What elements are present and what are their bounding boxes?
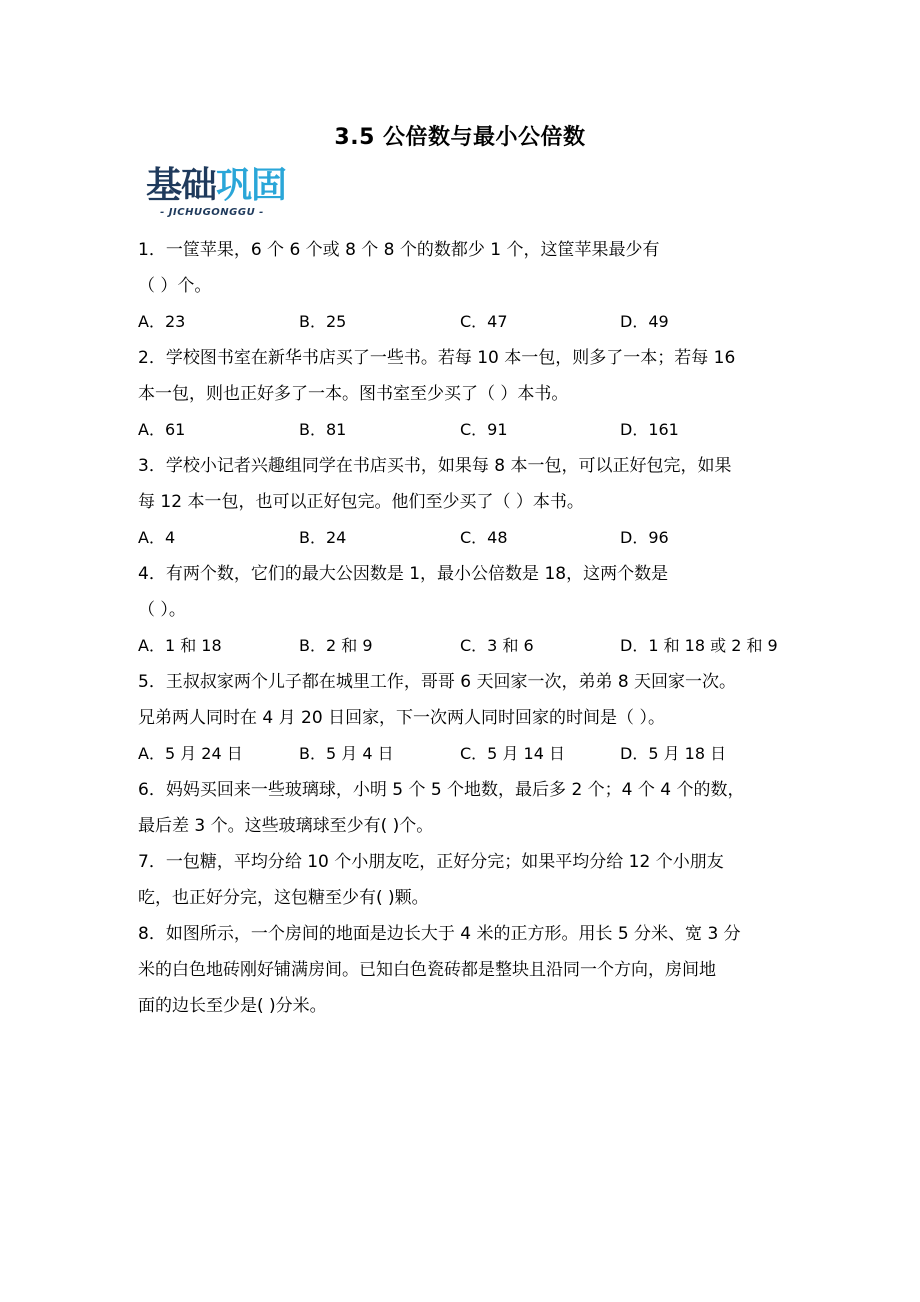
question-line: 2．学校图书室在新华书店买了一些书。若每 10 本一包，则多了一本；若每 16 xyxy=(138,348,736,368)
option-d: D．5 月 18 日 xyxy=(620,744,727,763)
question-5 xyxy=(138,664,788,736)
question-2-options xyxy=(138,412,788,448)
question-3-options xyxy=(138,520,788,556)
option-a: A．61 xyxy=(138,420,186,439)
question-line: 每 12 本一包，也可以正好包完。他们至少买了（ ）本书。 xyxy=(138,492,584,512)
option-c: C．3 和 6 xyxy=(460,636,534,655)
option-d: D．1 和 18 或 2 和 9 xyxy=(620,636,778,655)
question-1-options xyxy=(138,304,788,340)
logo-subtitle: - JICHUGONGGU - xyxy=(160,207,264,218)
question-line: 最后差 3 个。这些玻璃球至少有( )个。 xyxy=(138,816,434,836)
question-line: （ ）个。 xyxy=(138,276,212,296)
option-b: B．2 和 9 xyxy=(299,636,373,655)
option-b: B．5 月 4 日 xyxy=(299,744,394,763)
question-line: 8．如图所示，一个房间的地面是边长大于 4 米的正方形。用长 5 分米、宽 3 分 xyxy=(138,924,741,944)
question-7 xyxy=(138,844,788,916)
option-a: A．23 xyxy=(138,312,186,331)
page-title: 3.5 公倍数与最小公倍数 xyxy=(334,125,586,150)
question-line: 6．妈妈买回来一些玻璃球，小明 5 个 5 个地数，最后多 2 个；4 个 4 个的数， xyxy=(138,780,745,800)
option-c: C．91 xyxy=(460,420,508,439)
question-2 xyxy=(138,340,788,412)
option-d: D．96 xyxy=(620,528,669,547)
question-line: 5．王叔叔家两个儿子都在城里工作，哥哥 6 天回家一次，弟弟 8 天回家一次。 xyxy=(138,672,737,692)
option-a: A．1 和 18 xyxy=(138,636,222,655)
question-line: （ ）。 xyxy=(138,600,186,620)
logo-text: 基础巩固 xyxy=(146,165,287,206)
question-6 xyxy=(138,772,788,844)
question-line: 4．有两个数，它们的最大公因数是 1，最小公倍数是 18，这两个数是 xyxy=(138,564,669,584)
question-line: 本一包，则也正好多了一本。图书室至少买了（ ）本书。 xyxy=(138,384,569,404)
question-line: 米的白色地砖刚好铺满房间。已知白色瓷砖都是整块且沿同一个方向，房间地 xyxy=(138,960,716,980)
option-b: B．25 xyxy=(299,312,347,331)
option-a: A．4 xyxy=(138,528,176,547)
question-5-options xyxy=(138,736,788,772)
question-line: 3．学校小记者兴趣组同学在书店买书，如果每 8 本一包，可以正好包完，如果 xyxy=(138,456,732,476)
option-b: B．81 xyxy=(299,420,347,439)
question-8 xyxy=(138,916,788,1024)
option-d: D．161 xyxy=(620,420,679,439)
question-line: 面的边长至少是( )分米。 xyxy=(138,996,327,1016)
question-line: 7．一包糖，平均分给 10 个小朋友吃，正好分完；如果平均分给 12 个小朋友 xyxy=(138,852,724,872)
option-c: C．5 月 14 日 xyxy=(460,744,565,763)
question-line: 吃，也正好分完，这包糖至少有( )颗。 xyxy=(138,888,429,908)
question-3 xyxy=(138,448,788,520)
section-logo xyxy=(146,166,310,222)
option-b: B．24 xyxy=(299,528,347,547)
option-a: A．5 月 24 日 xyxy=(138,744,243,763)
question-4 xyxy=(138,556,788,628)
question-4-options xyxy=(138,628,788,664)
question-1 xyxy=(138,232,788,304)
option-d: D．49 xyxy=(620,312,669,331)
question-line: 兄弟两人同时在 4 月 20 日回家，下一次两人同时回家的时间是（ ）。 xyxy=(138,708,665,728)
option-c: C．47 xyxy=(460,312,508,331)
question-line: 1．一筐苹果，6 个 6 个或 8 个 8 个的数都少 1 个，这筐苹果最少有 xyxy=(138,240,660,260)
option-c: C．48 xyxy=(460,528,508,547)
